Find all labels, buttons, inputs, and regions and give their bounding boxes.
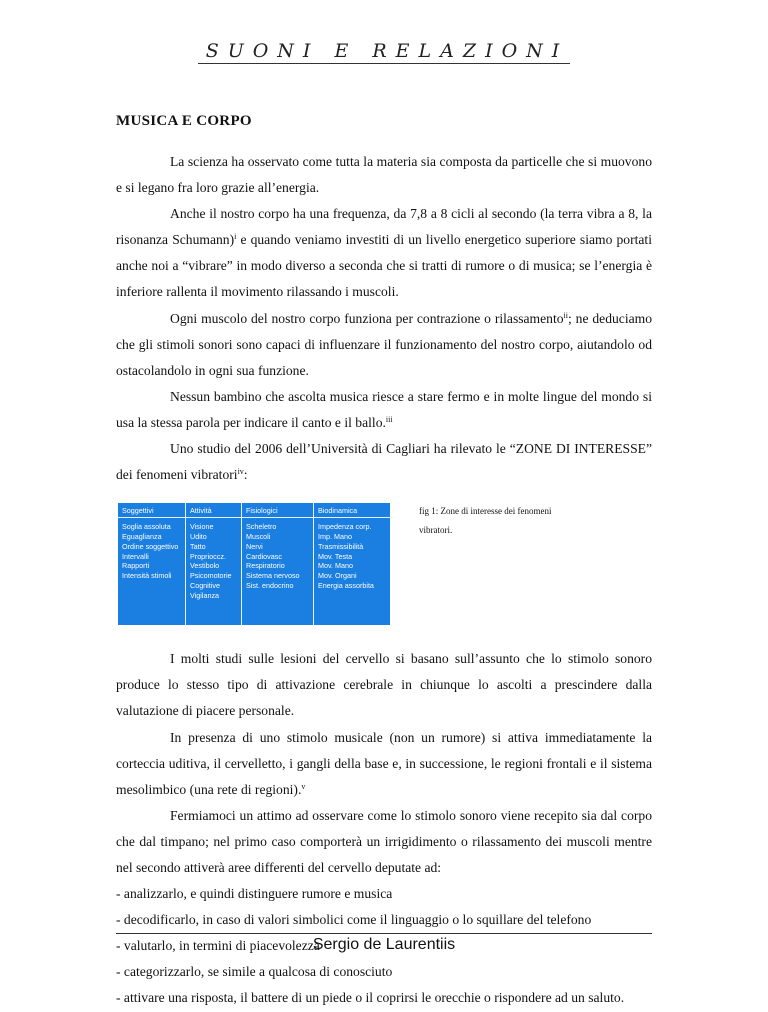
table-cell: Energia assorbita <box>318 581 374 590</box>
paragraph-6: I molti studi sulle lesioni del cervello si basano sull’assunto che lo stimolo sonoro produce lo stesso tipo di attivazione cerebrale in chiunque lo ascolti a prescindere dalla valutazione di piacere personale. <box>116 651 652 719</box>
table-cell: Sist. endocrino <box>246 581 294 590</box>
footnote-ref-v[interactable]: v <box>301 781 306 791</box>
table-cell: Soglia assoluta <box>122 522 171 532</box>
table-cell: Visione <box>190 522 214 532</box>
table-cell: Mov. Mano <box>318 561 354 571</box>
paragraph-1: La scienza ha osservato come tutta la materia sia composta da particelle che si muovono e si legano fra loro grazie all’energia. <box>116 154 652 196</box>
paragraph-2-text-b: e quando veniamo investiti di un livello energetico superiore siamo portati anche noi a “vibrare” in modo diverso a seconda che si tratti di rumore o di musica; se l’energia è inferiore rallenta il movimento rilassando i muscoli. <box>116 232 652 300</box>
paragraph-3-text-a: Ogni muscolo del nostro corpo funziona per contrazione o rilassamento <box>170 310 564 326</box>
running-header <box>0 40 768 62</box>
paragraph-5-text-a: Uno studio del 2006 dell’Università di Cagliari ha rilevato le “ZONE DI INTERESSE” dei fenomeni vibratori <box>116 441 652 483</box>
table-cell: Eguaglianza <box>122 532 162 542</box>
footnote-ref-iii[interactable]: iii <box>385 414 393 424</box>
table-cell: Nervi <box>246 541 263 551</box>
paragraph-2-text-a: Anche il nostro corpo ha una frequenza, da 7,8 a 8 cicli al secondo (la terra vibra a 8, la risonanza Schumann) <box>116 206 652 248</box>
body-text <box>116 149 652 1012</box>
footer-author: Sergio de Laurentiis <box>312 936 456 953</box>
section-title: MUSICA E CORPO <box>116 113 252 129</box>
table-cell: Cardiovasc <box>246 551 282 561</box>
table-cell: Ordine soggettivo <box>122 541 179 551</box>
table-cell: Impedenza corp. <box>318 522 372 532</box>
table-column-header: Attività <box>186 503 241 518</box>
paragraph-8: Fermiamoci un attimo ad osservare come lo stimolo sonoro viene recepito sia dal corpo che dal timpano; nel primo caso comporterà un irrigidimento o rilassamento dei muscoli mentre nel secondo attiverà aree differenti del cervello deputate ad: <box>116 807 652 875</box>
list-item: - analizzarlo, e quindi distinguere rumore e musica <box>116 886 393 902</box>
paragraph-5 <box>116 436 652 488</box>
footnote-ref-i[interactable]: i <box>234 232 237 242</box>
vibration-zones-table-image <box>118 503 390 625</box>
table-cell: Udito <box>190 532 207 542</box>
paragraph-2 <box>116 201 652 305</box>
paragraph-5-text-b: : <box>243 467 248 483</box>
table-cell: Cognitive <box>190 581 220 590</box>
table-column <box>314 503 390 625</box>
table-cell: Trasmissibilità <box>318 541 364 551</box>
table-column-header: Soggettivi <box>118 503 185 518</box>
table-column <box>186 503 242 625</box>
table-cell: Tatto <box>190 541 206 551</box>
table-cell: Imp. Mano <box>318 532 352 542</box>
table-cell: Sistema nervoso <box>246 571 300 581</box>
paragraph-7-text-a: In presenza di uno stimolo musicale (non un rumore) si attiva immediatamente la corteccia uditiva, il cervelletto, i gangli della base e, in successione, le regioni frontali e il sistema mesolimbico (una rete di regioni). <box>116 729 652 797</box>
table-cell: Psicomotorie <box>190 571 232 581</box>
table-cell: Intensità stimoli <box>122 571 172 581</box>
figure-caption: fig 1: Zone di interesse dei fenomeni vibratori. <box>419 506 552 536</box>
list-item: - valutarlo, in termini di piacevolezza <box>116 938 320 954</box>
paragraph-4-text-a: Nessun bambino che ascolta musica riesce a stare fermo e in molte lingue del mondo si usa la stessa parola per indicare il canto e il ballo. <box>116 388 652 430</box>
list-item: - attivare una risposta, il battere di un piede o il coprirsi le orecchie o rispondere ad un saluto. <box>116 990 625 1006</box>
list-item: - decodificarlo, in caso di valori simbolici come il linguaggio o lo squillare del telefono <box>116 912 592 928</box>
figure-1 <box>116 497 652 633</box>
table-cell: Vigilanza <box>190 590 220 600</box>
table-cell: Muscoli <box>246 532 271 542</box>
table-cell: Respiratorio <box>246 561 285 571</box>
list-item: - categorizzarlo, se simile a qualcosa di conosciuto <box>116 964 393 980</box>
paragraph-3-text-b: ; ne deduciamo che gli stimoli sonori sono capaci di influenzare il funzionamento del nostro corpo, aiutandolo od ostacolandolo in ogni sua funzione. <box>116 310 653 378</box>
header-title: SUONI E RELAZIONI <box>198 40 571 64</box>
footnote-ref-ii[interactable]: ii <box>563 310 568 320</box>
table-cell: Vestibolo <box>190 561 220 571</box>
table-column-header: Fisiologici <box>242 503 313 518</box>
table-cell: Mov. Organi <box>318 571 357 581</box>
table-column <box>118 503 186 625</box>
footer-divider <box>116 933 652 934</box>
table-cell: Scheletro <box>246 522 277 532</box>
table-cell: Intervalli <box>122 551 149 561</box>
table-cell: Rapporti <box>122 561 150 571</box>
paragraph-7 <box>116 725 652 803</box>
table-column <box>242 503 314 625</box>
table-cell: Mov. Testa <box>318 551 353 561</box>
paragraph-4 <box>116 384 652 436</box>
paragraph-3 <box>116 306 652 384</box>
footnote-ref-iv[interactable]: iv <box>237 467 244 477</box>
table-column-header: Biodinamica <box>314 503 390 518</box>
table-cell: Proprioccz. <box>190 551 226 561</box>
